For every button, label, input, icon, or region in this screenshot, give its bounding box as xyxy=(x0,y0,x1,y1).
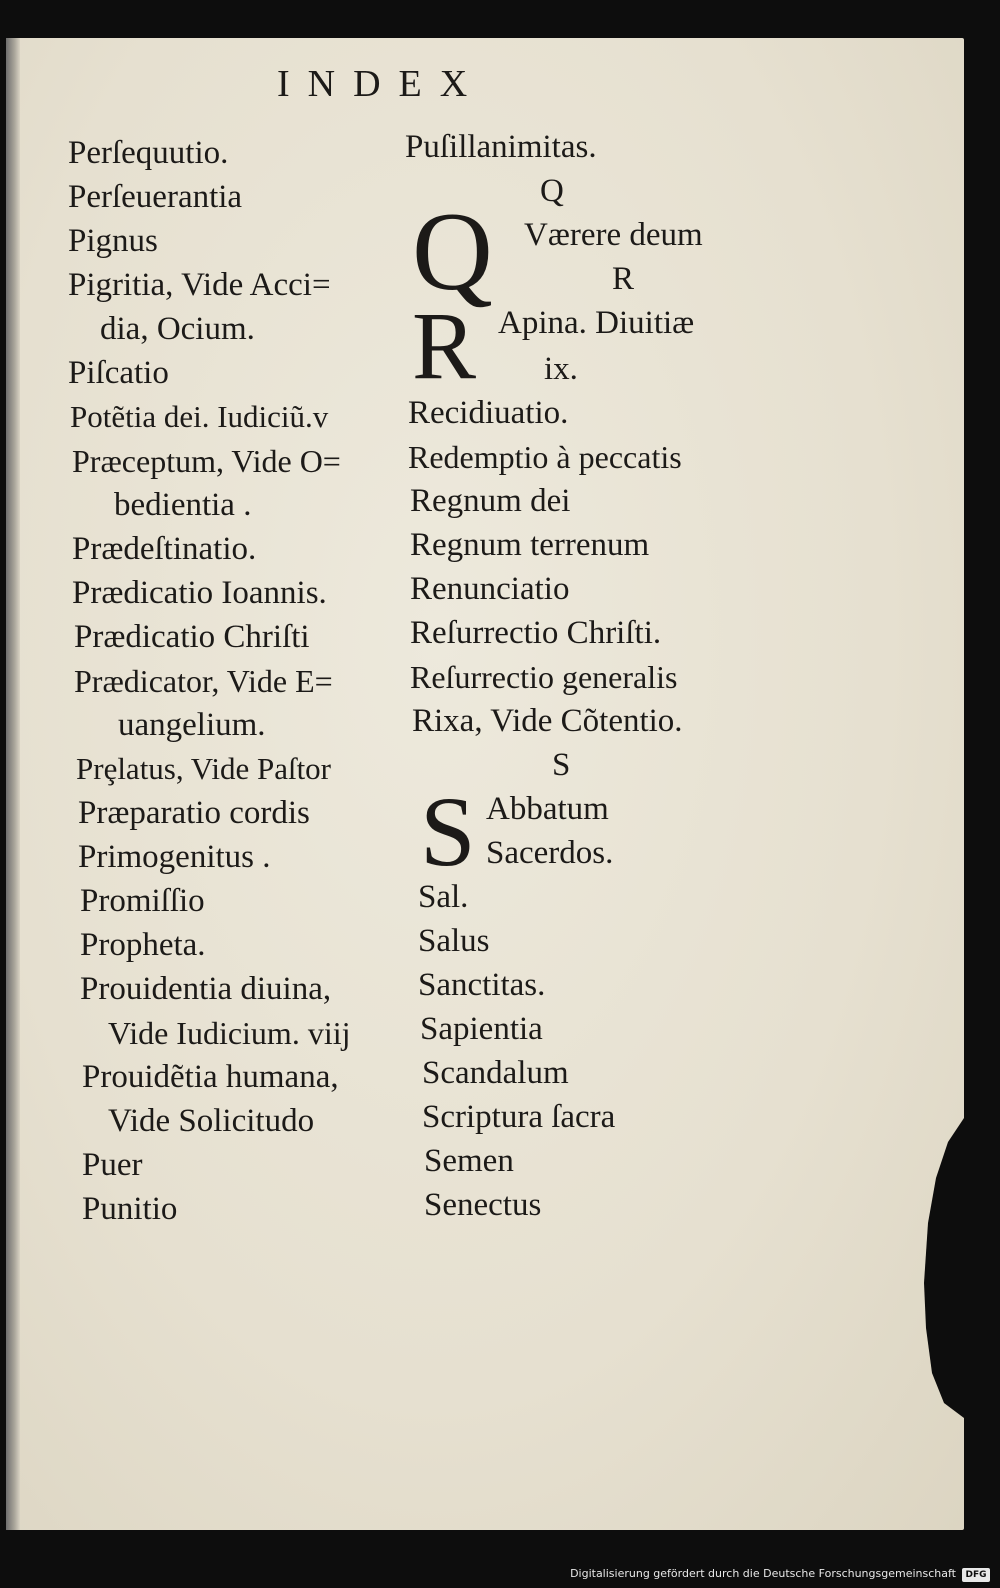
index-entry: Prædeſtinatio. xyxy=(72,531,257,567)
index-entry: Reſurrectio Chriſti. xyxy=(410,615,662,651)
index-entry: Prædicatio Chriſti xyxy=(74,619,310,655)
index-entry: Regnum dei xyxy=(410,483,571,519)
index-entry: Prædicator, Vide E= xyxy=(74,663,333,699)
page-spine xyxy=(6,38,20,1530)
index-entry: Sapientia xyxy=(420,1011,543,1047)
index-entry: Prædicatio Ioannis. xyxy=(72,575,327,611)
initial-s: S xyxy=(420,776,476,887)
index-entry: Renunciatio xyxy=(410,571,570,607)
section-letter: R xyxy=(612,261,635,297)
index-entry: Prouidẽtia humana, xyxy=(82,1059,339,1095)
section-letter: S xyxy=(552,747,571,783)
index-entry: Semen xyxy=(424,1143,514,1179)
index-entry: Apina. Diuitiæ xyxy=(498,305,695,341)
index-entry: Sal. xyxy=(418,879,469,915)
index-entry: Sanctitas. xyxy=(418,967,546,1003)
index-entry: uangelium. xyxy=(118,707,266,743)
index-entry: Scriptura ſacra xyxy=(422,1099,616,1135)
page-title: INDEX xyxy=(277,63,486,105)
index-entry: bedientia . xyxy=(114,487,252,523)
index-entry: Primogenitus . xyxy=(78,839,271,875)
index-entry: Redemptio à peccatis xyxy=(408,439,682,475)
index-entry: Scandalum xyxy=(422,1055,569,1091)
digitization-credit: Digitalisierung gefördert durch die Deutsche Forschungsgemeinschaft xyxy=(570,1567,956,1580)
index-entry: Pigritia, Vide Acci= xyxy=(68,267,331,303)
index-entry: Punitio xyxy=(82,1191,178,1227)
index-entry: Prȩlatus, Vide Paſtor xyxy=(76,751,332,786)
index-entry: Senectus xyxy=(424,1187,542,1223)
index-entry: Værere deum xyxy=(524,217,703,253)
index-entry: Pignus xyxy=(68,223,158,259)
index-entry: Sacerdos. xyxy=(486,835,614,871)
index-entry: Recidiuatio. xyxy=(408,395,569,431)
index-entry: Propheta. xyxy=(80,927,206,963)
index-entry: Prouidentia diuina, xyxy=(80,971,332,1007)
index-entry: Salus xyxy=(418,923,490,959)
index-entry: Perſequutio. xyxy=(68,135,229,171)
index-entry: Potẽtia dei. Iudiciũ.v xyxy=(70,399,329,434)
index-entry: Puer xyxy=(82,1147,143,1183)
index-entry: Piſcatio xyxy=(68,355,169,391)
index-entry: Præceptum, Vide O= xyxy=(72,443,341,479)
dfg-logo-icon: DFG xyxy=(962,1568,990,1582)
index-entry: Perſeuerantia xyxy=(68,179,243,215)
index-entry: Abbatum xyxy=(486,791,609,827)
initial-r: R xyxy=(412,292,477,399)
index-entry: dia, Ocium. xyxy=(100,311,255,347)
index-entry: Puſillanimitas. xyxy=(405,129,597,165)
initial-q: Q xyxy=(412,190,493,314)
index-entry: Rixa, Vide Cõtentio. xyxy=(412,703,683,739)
index-entry: Regnum terrenum xyxy=(410,527,650,563)
torn-edge xyxy=(924,1118,964,1418)
index-entry: Vide Solicitudo xyxy=(108,1103,315,1139)
index-entry: Vide Iudicium. viij xyxy=(108,1015,351,1051)
index-entry: Promiſſio xyxy=(80,883,205,919)
section-letter: Q xyxy=(540,173,564,209)
index-entry: Præparatio cordis xyxy=(78,795,310,831)
index-entry: Reſurrectio generalis xyxy=(410,659,678,695)
index-entry: ix. xyxy=(544,351,578,387)
